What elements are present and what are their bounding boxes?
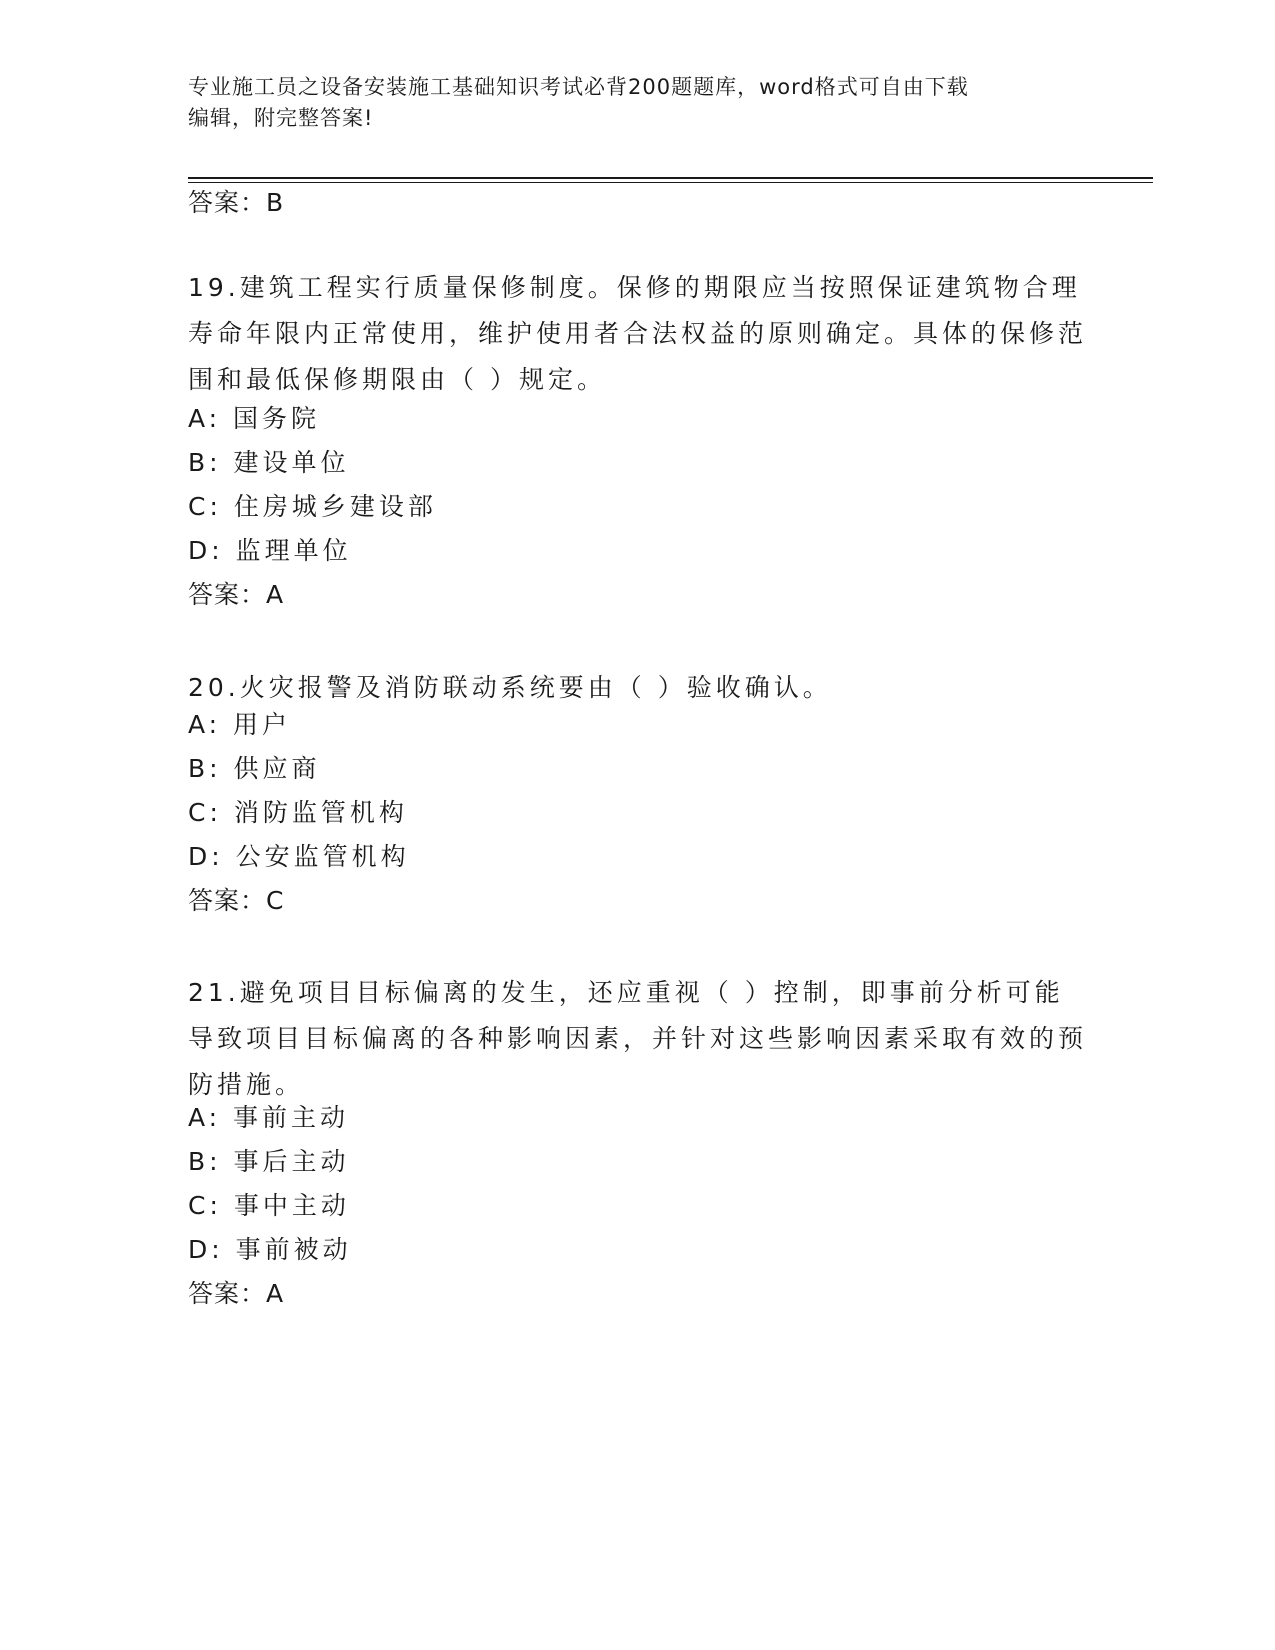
- header-line-1: 专业施工员之设备安装施工基础知识考试必背200题题库，word格式可自由下载: [188, 75, 969, 99]
- header-line-2: 编辑，附完整答案!: [188, 106, 374, 130]
- previous-answer: 答案：B: [188, 188, 285, 217]
- question-21-option-b: B: 事后主动: [188, 1147, 350, 1176]
- question-19-option-d: D: 监理单位: [188, 536, 352, 565]
- question-20-option-d: D: 公安监管机构: [188, 842, 410, 871]
- question-19-option-b: B: 建设单位: [188, 448, 350, 477]
- question-20-option-b: B: 供应商: [188, 754, 321, 783]
- question-20-text: 20.火灾报警及消防联动系统要由（ ）验收确认。: [188, 673, 832, 702]
- document-header: [188, 72, 1088, 134]
- question-21-text: 21.避免项目目标偏离的发生，还应重视（ ）控制，即事前分析可能导致项目目标偏离的各种影响因素，并针对这些影响因素采取有效的预防措施。: [188, 978, 1088, 1099]
- header-divider-thin: [188, 182, 1153, 183]
- question-19-text: 19.建筑工程实行质量保修制度。保修的期限应当按照保证建筑物合理寿命年限内正常使用，维护使用者合法权益的原则确定。具体的保修范围和最低保修期限由（ ）规定。: [188, 273, 1088, 394]
- header-divider: [188, 177, 1153, 179]
- question-20-option-a: A: 用户: [188, 710, 292, 739]
- question-19-option-a: A: 国务院: [188, 404, 321, 433]
- question-21-option-c: C: 事中主动: [188, 1191, 350, 1220]
- question-21-option-d: D: 事前被动: [188, 1235, 352, 1264]
- question-20-option-c: C: 消防监管机构: [188, 798, 408, 827]
- question-20-answer: 答案：C: [188, 886, 285, 915]
- question-21-answer: 答案：A: [188, 1279, 285, 1308]
- question-21-option-a: A: 事前主动: [188, 1103, 350, 1132]
- question-19-option-c: C: 住房城乡建设部: [188, 492, 437, 521]
- question-19-answer: 答案：A: [188, 580, 285, 609]
